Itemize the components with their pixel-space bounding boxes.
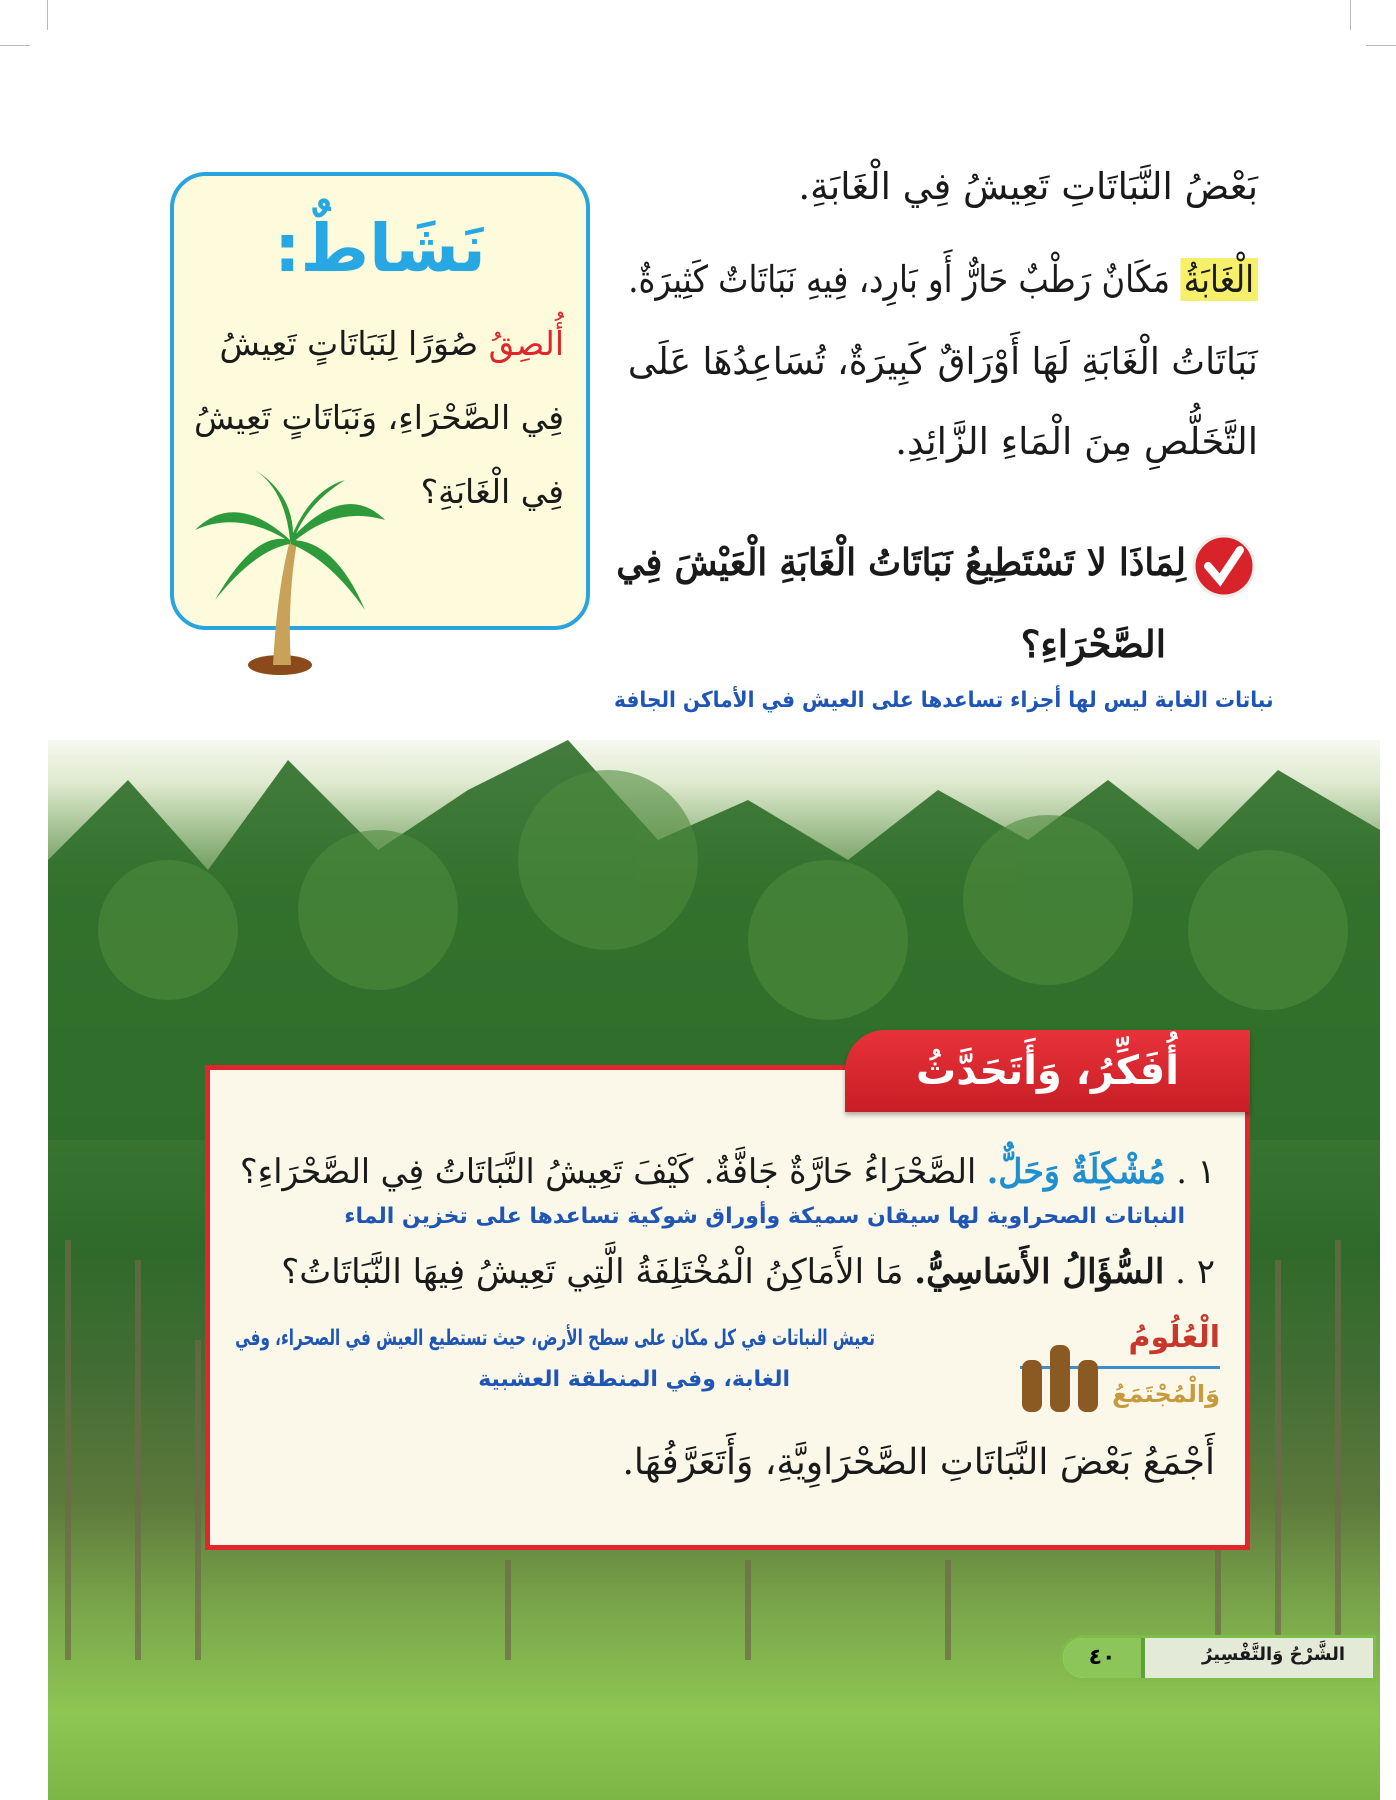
intro-line-2 — [629, 258, 1258, 301]
page-footer — [1060, 1635, 1376, 1681]
check-answer: نباتات الغابة ليس لها أجزاء تساعدها على العيش في الأماكن الجافة — [614, 688, 1274, 713]
page-number: ٤٠ — [1063, 1638, 1145, 1678]
activity-line-2: فِي الصَّحْرَاءِ، وَنَبَاتَاتٍ تَعِيشُ — [193, 398, 564, 437]
term-highlight: الْغَابَةُ — [1181, 258, 1258, 301]
science-society-logo — [1000, 1320, 1220, 1430]
activity-line-3: فِي الْغَابَةِ؟ — [420, 472, 564, 511]
intro-line-1: بَعْضُ النَّبَاتَاتِ تَعِيشُ فِي الْغَابَةِ. — [798, 165, 1258, 208]
question-1-number: ١ . — [1176, 1152, 1215, 1192]
intro-line-4: التَّخَلُّصِ مِنَ الْمَاءِ الزَّائِدِ. — [895, 420, 1258, 463]
task-text: أَجْمَعُ بَعْضَ النَّبَاتَاتِ الصَّحْرَاوِيَّةِ، وَأَتَعَرَّفُهَا. — [622, 1442, 1215, 1483]
think-and-talk-box — [205, 1065, 1250, 1550]
activity-line-1 — [220, 324, 565, 363]
question-2-number: ٢ . — [1175, 1252, 1215, 1292]
crop-mark — [47, 0, 48, 30]
activity-text: صُوَرًا لِنَبَاتَاتٍ تَعِيشُ — [219, 324, 479, 363]
activity-verb: أُلصِقُ — [488, 324, 564, 363]
activity-title: نَشَاطٌ: — [274, 210, 486, 287]
check-question-line-1: لِمَاذَا لا تَسْتَطِيعُ نَبَاتَاتُ الْغَابَةِ الْعَيْشَ فِي — [616, 540, 1186, 584]
section-label: الشَّرْحُ وَالتَّفْسِيرُ — [1202, 1644, 1345, 1665]
think-and-talk-title: أُفَكِّرُ، وَأَتَحَدَّثُ — [845, 1030, 1250, 1112]
logo-bottom-text: وَالْمُجْتَمَعُ — [1112, 1380, 1220, 1408]
crop-mark — [0, 45, 30, 46]
crop-mark — [1350, 0, 1351, 30]
people-icon — [1020, 1330, 1100, 1412]
question-1-text: الصَّحْرَاءُ حَارَّةٌ جَافَّةٌ. كَيْفَ تَعِيشُ النَّبَاتَاتُ فِي الصَّحْرَاءِ؟ — [239, 1152, 976, 1192]
definition: مَكَانٌ رَطْبٌ حَارٌّ أَو بَارِد، فِيهِ نَبَاتَاتٌ كَثِيرَةٌ. — [628, 258, 1171, 301]
question-2-label: السُّؤَالُ الأَسَاسِيُّ. — [914, 1252, 1165, 1292]
question-1-label: مُشْكِلَةٌ وَحَلٌّ. — [986, 1152, 1166, 1192]
question-2-text: مَا الأَمَاكِنُ الْمُخْتَلِفَةُ الَّتِي تَعِيشُ فِيهَا النَّبَاتَاتُ؟ — [281, 1252, 904, 1292]
question-2 — [281, 1252, 1215, 1292]
crop-mark — [1366, 45, 1396, 46]
question-1 — [240, 1152, 1215, 1192]
check-question-line-2: الصَّحْرَاءِ؟ — [1020, 622, 1166, 666]
checkmark-icon — [1190, 532, 1258, 600]
palm-tree-icon — [195, 470, 385, 685]
answer-2-line-2: الغابة، وفي المنطقة العشبية — [478, 1367, 790, 1392]
answer-1: النباتات الصحراوية لها سيقان سميكة وأوراق شوكية تساعدها على تخزين الماء — [344, 1204, 1185, 1229]
logo-top-text: الْعُلُومُ — [1128, 1320, 1220, 1355]
intro-line-3: نَبَاتَاتُ الْغَابَةِ لَهَا أَوْرَاقٌ كَبِيرَةٌ، تُسَاعِدُهَا عَلَى — [627, 340, 1258, 383]
answer-2-line-1: تعيش النباتات في كل مكان على سطح الأرض، حيث تستطيع العيش في الصحراء، وفي — [235, 1326, 875, 1351]
